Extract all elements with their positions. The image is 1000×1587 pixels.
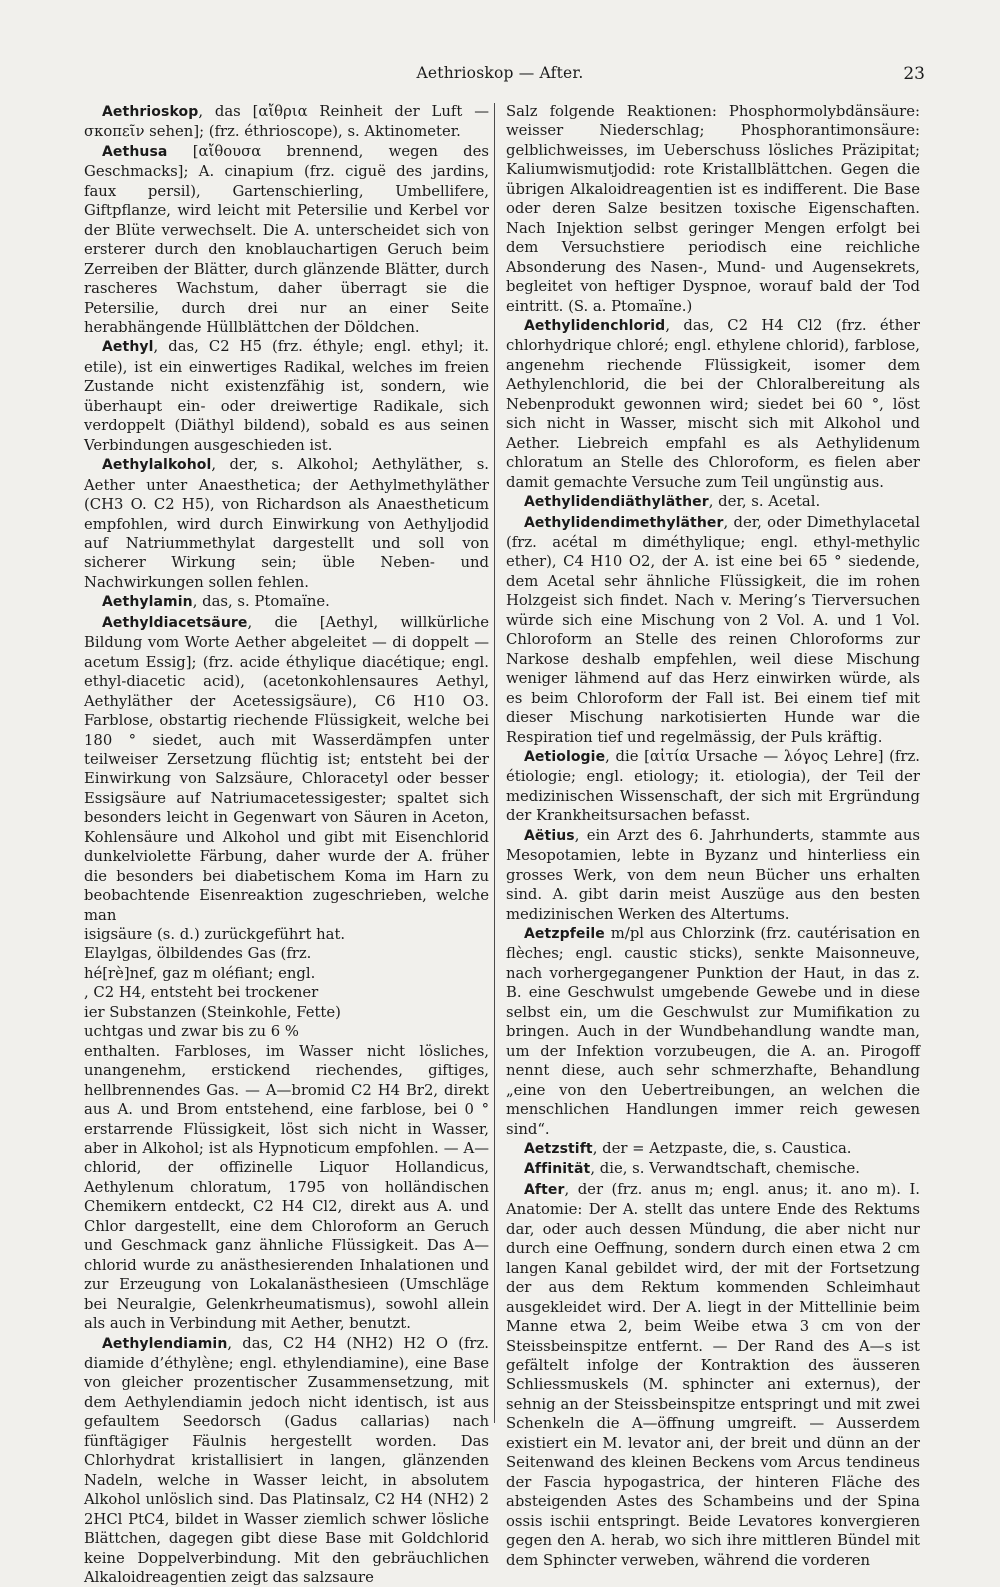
entry-text: , die [αἰτία Ursache — λόγος Lehre] (frz. étiologie; engl. etiology; it. etiologia), der Teil der medizinischen Wissenschaft, der sich mit Ergründung der Krankheitsursachen befasst. [506, 747, 920, 825]
entry-text: Elaylgas, ölbildendes Gas (frz. [84, 945, 312, 963]
entry-text: uchtgas und zwar bis zu 6 % [84, 1023, 299, 1041]
entry-continuation [84, 944, 489, 963]
entry-headword: Aethylamin [102, 594, 193, 611]
entry-headword: Aethylidendimethyläther [524, 514, 724, 531]
entry-text: , das, s. Ptomaïne. [192, 593, 330, 611]
dictionary-entry [506, 1180, 920, 1570]
dictionary-entry [84, 455, 489, 592]
dictionary-entry [506, 316, 920, 492]
entry-text: , der (frz. anus m; engl. anus; it. ano m). I. Anatomie: Der A. stellt das untere Ende des Rektums dar, oder auch dessen Mündung, die aber nicht nur durch eine Oeffnung, sondern durch einen etwa 2 cm langen Kanal gebildet wird, der mit der Fortsetzung der aus dem Rektum kommenden Schleimhaut ausgekleidet wird. Der A. liegt in der Mittellinie beim Manne etwa 2, beim Weibe etwa 3 cm von der Steissbeinspitze entfernt. — Der Rand des A—s ist gefältelt infolge der Kontraktion des äusseren Schliessmuskels (M. sphincter ani externus), der sehnig an der Steissbeinspitze entspringt und mit zwei Schenkeln die A—öffnung umgreift. — Ausserdem existiert ein M. levator ani, der breit und dünn an der Seitenwand des kleinen Beckens vom Arcus tendineus der Fascia hypogastrica, der hinteren Fläche des absteigenden Astes des Schambeins und der Spina ossis ischii entspringt. Beide Levatores konvergieren gegen den A. herab, wo sich ihre mittleren Bündel mit dem Sphincter verweben, während die vorderen [506, 1180, 920, 1569]
entry-headword: Aethyl [102, 339, 154, 356]
entry-text: ier Substanzen (Steinkohle, Fette) [84, 1003, 341, 1021]
entry-continuation [84, 1003, 489, 1022]
entry-text: isigsäure (s. d.) zurückgeführt hat. [84, 926, 346, 944]
entry-headword: Aetzstift [524, 1141, 593, 1158]
entry-text: , der, s. Acetal. [708, 493, 821, 511]
entry-text: , das, C2 H5 (frz. éthyle; engl. ethyl; it. etile), ist ein einwertiges Radikal, welches im freien Zustande nicht existenzfähig ist, sondern, wie überhaupt ein- oder dreiwertige Radikale, sich verdoppelt (Diäthyl bildend), sobald es aus seinen Verbindungen ausgeschieden ist. [84, 338, 489, 454]
entry-text: , das, C2 H4 Cl2 (frz. éther chlorhydrique chloré; engl. ethylene chlorid), farblose, angenehm riechende Flüssigkeit, isomer dem Aethylenchlorid, die bei der Chloralbereitung als Nebenprodukt gewonnen wird; siedet bei 60 °, löst sich nicht in Wasser, mischt sich mit Alkohol und Aether. Liebreich empfahl es als Aethylidenum chloratum an Stelle des Chloroform, es fielen aber damit gemachte Versuche zum Teil ungünstig aus. [506, 316, 920, 491]
entry-headword: Aethrioskop [102, 104, 199, 120]
entry-text: , das [αἴθρια Reinheit der Luft — σκοπεῖν sehen]; (frz. éthrioscope), s. Aktinometer. [84, 103, 489, 141]
entry-headword: Aethusa [102, 143, 168, 160]
entry-text: , das, C2 H4 (NH2) H2 O (frz. diamide d’éthylène; engl. ethylendiamine), eine Base von gleicher prozentischer Zusammensetzung, mit dem Aethylendiamin jedoch nicht identisch, ist aus gefaultem Seedorsch (Gadus callarias) nach fünftägiger Fäulnis hergestellt worden. Das Chlorhydrat kristallisiert in langen, glänzenden Nadeln, welche in Wasser leicht, in absolutem Alkohol unlöslich sind. Das Platinsalz, C2 H4 (NH2) 2 2HCl PtC4, bildet in Wasser ziemlich schwer lösliche Blättchen, dagegen gibt diese Base mit Goldchlorid keine Doppelverbindung. Mit den gebräuchlichen Alkaloidreagentien zeigt das salzsaure [84, 1334, 489, 1586]
entry-text: Salz folgende Reaktionen: Phosphormolybdänsäure: weisser Niederschlag; Phosphorantimonsäure: gelblichweisses, im Ueberschuss lösliches Präzipitat; Kaliumwismutjodid: rote Kristallblättchen. Gegen die übrigen Alkaloidreagentien ist es indifferent. Die Base oder deren Salze besitzen toxische Eigenschaften. Nach Injektion selbst geringer Mengen erfolgt bei dem Versuchstiere periodisch eine reichliche Absonderung des Nasen-, Mund- und Augensekrets, begleitet von heftiger Dyspnoe, worauf bald der Tod eintritt. (S. a. Ptomaïne.) [506, 103, 920, 315]
entry-text: , die [Aethyl, willkürliche Bildung vom Worte Aether abgeleitet — di doppelt — acetum Essig]; (frz. acide éthylique diacétique; engl. ethyl-diacetic acid), (acetonkohlensaures Aethyl, Aethyläther der Acetessigsäure), C6 H10 O3. Farblose, obstartig riechende Flüssigkeit, welche bei 180 ° siedet, auch mit Wasserdämpfen unter teilweiser Zersetzung flüchtig ist; entsteht bei der Einwirkung von Salzsäure, Chloracetyl oder besser Essigsäure auf Natriumacetessigester; spaltet sich besonders leicht in Gegenwart von Säuren in Aceton, Kohlensäure und Alkohol und gibt mit Eisenchlorid dunkelviolette Färbung, daher wurde der A. früher die besonders bei diabetischem Koma im Harn zu beobachtende Eisenreaktion zugeschrieben, welche man [84, 613, 489, 924]
dictionary-entry [84, 102, 489, 142]
dictionary-entry [506, 1139, 920, 1159]
entry-text: [αἴθουσα brennend, wegen des Geschmacks]; A. cinapium (frz. ciguë des jardins, faux persil), Gartenschierling, Umbellifere, Giftpflanze, wird leicht mit Petersilie und Kerbel vor der Blüte verwechselt. Die A. unterscheidet sich von ersterer durch den knoblauchartigen Geruch beim Zerreiben der Blätter, durch glänzende Blätter, durch rascheres Wachstum, daher überragt sie die Petersilie, durch drei nur an einer Seite herabhängende Hüllblättchen der Döldchen. [84, 142, 489, 336]
dictionary-entry [506, 826, 920, 924]
dictionary-entry [84, 142, 489, 338]
entry-continuation [84, 964, 489, 983]
entry-text: , ein Arzt des 6. Jahrhunderts, stammte aus Mesopotamien, lebte in Byzanz und hinterliess ein grosses Werk, von dem neun Bücher uns erhalten sind. A. gibt darin meist Auszüge aus den besten medizinischen Werken des Altertums. [506, 826, 920, 923]
dictionary-entry [84, 1334, 489, 1587]
dictionary-entry [506, 924, 920, 1139]
entry-headword: Aethyldiacetsäure [102, 614, 248, 631]
right-column [506, 102, 920, 1570]
entry-continuation [84, 925, 489, 944]
entry-text: enthalten. Farbloses, im Wasser nicht lösliches, unangenehm, erstickend riechendes, giftiges, hellbrennendes Gas. — A—bromid C2 H4 Br2, direkt aus A. und Brom entstehend, eine farblose, bei 0 ° erstarrende Flüssigkeit, löst sich nicht in Wasser, aber in Alkohol; ist als Hypnoticum empfohlen. — A—chlorid, der offizinelle Liquor Hollandicus, Aethylenum chloratum, 1795 von holländischen Chemikern entdeckt, C2 H4 Cl2, direkt aus A. und Chlor dargestellt, eine dem Chloroform an Geruch und Geschmack ganz ähnliche Flüssigkeit. Das A—chlorid wurde zu anästhesierenden Inhalationen und zur Erzeugung von Lokalanästhesieen (Umschläge bei Neuralgie, Gelenkrheumatismus), sowohl allein als auch in Verbindung mit Aether, benutzt. [84, 1042, 489, 1333]
entry-text: , der, oder Dimethylacetal (frz. acétal m diméthylique; engl. ethyl-methylic ether), C4 H10 O2, der A. ist eine bei 65 ° siedende, dem Acetal sehr ähnliche Flüssigkeit, die im rohen Holzgeist sich findet. Nach v. Mering’s Tierversuchen würde sich eine Mischung von 2 Vol. A. und 1 Vol. Chloroform an Stelle des reinen Chloroforms zur Narkose deshalb empfehlen, weil diese Mischung weniger lähmend auf das Herz einwirken würde, als es beim Chloroform der Fall ist. Bei einem tief mit dieser Mischung narkotisierten Hunde war die Respiration tief und regelmässig, der Puls kräftig. [506, 513, 920, 746]
running-title: Aethrioskop — After. [416, 64, 584, 82]
dictionary-entry [506, 492, 920, 512]
entry-headword: Affinität [524, 1161, 591, 1178]
entry-text: hé[rè]nef, gaz m oléfiant; engl. [84, 964, 316, 982]
page-number: 23 [903, 64, 925, 84]
dictionary-entry [506, 513, 920, 747]
entry-continuation [506, 102, 920, 316]
entry-continuation [84, 1042, 489, 1334]
column-divider [494, 103, 495, 1423]
entry-headword: Aethylalkohol [102, 457, 212, 474]
dictionary-entry [84, 613, 489, 925]
entry-text: m/pl aus Chlorzink (frz. cautérisation en flèches; engl. caustic sticks), senkte Maisonneuve, nach vorhergegangener Punktion der Haut, in das z. B. eine Geschwulst umgebende Gewebe und in diese selbst ein, um die Geschwulst zur Mumifikation zu bringen. Auch in der Wundbehandlung wandte man, um der Infektion vorzubeugen, die A. an. Pirogoff nennt diese, auch sehr schmerzhafte, Behandlung „eine von den Uebertreibungen, an welchen die menschlichen Handlungen immer reich gewesen sind“. [506, 925, 920, 1138]
left-column [84, 102, 489, 1587]
dictionary-entry [506, 747, 920, 826]
entry-headword: Aëtius [524, 827, 575, 844]
entry-text: , die, s. Verwandtschaft, chemische. [590, 1160, 860, 1178]
dictionary-entry [84, 592, 489, 612]
entry-headword: Aethylendiamin [102, 1335, 228, 1352]
entry-headword: Aetiologie [524, 748, 606, 765]
entry-continuation [84, 1022, 489, 1041]
dictionary-entry [84, 337, 489, 455]
entry-continuation [84, 983, 489, 1002]
entry-text: , der, s. Alkohol; Aethyläther, s. Aether unter Anaesthetica; der Aethylmethyläther (CH3 O. C2 H5), von Richardson als Anaestheticum empfohlen, wird durch Einwirkung von Aethyljodid auf Natriummethylat dargestellt und soll von sicherer Wirkung sein; üble Neben- und Nachwirkungen sollen fehlen. [84, 456, 489, 591]
entry-text: , der = Aetzpaste, die, s. Caustica. [592, 1140, 852, 1158]
running-header [0, 64, 1000, 88]
entry-headword: Aethylidenchlorid [524, 317, 666, 334]
entry-headword: After [524, 1181, 565, 1198]
dictionary-entry [506, 1159, 920, 1179]
entry-text: , C2 H4, entsteht bei trockener [84, 984, 319, 1002]
entry-headword: Aethylidendiäthyläther [524, 494, 709, 511]
entry-headword: Aetzpfeile [524, 926, 605, 943]
